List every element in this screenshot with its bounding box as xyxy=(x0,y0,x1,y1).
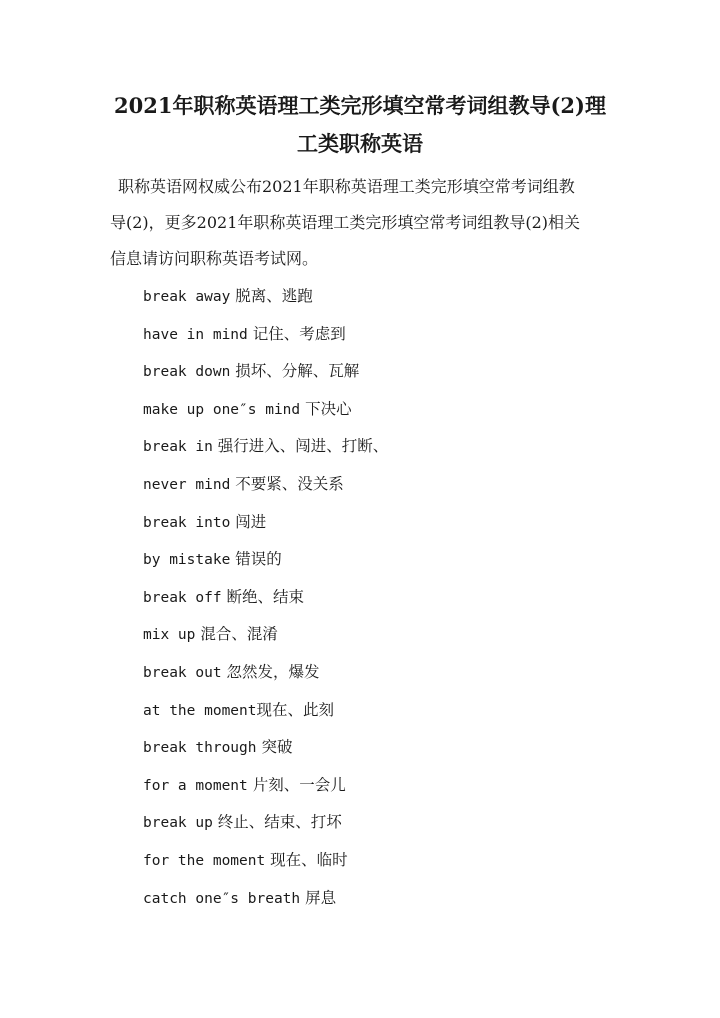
phrase-entry xyxy=(143,357,388,395)
phrase-entry xyxy=(143,846,388,884)
phrase-english: mix up xyxy=(143,627,196,644)
phrase-chinese: 现在、此刻 xyxy=(256,700,335,719)
phrase-entry xyxy=(143,282,388,320)
phrase-entry xyxy=(143,884,388,922)
phrase-chinese: 脱离、逃跑 xyxy=(235,287,313,305)
phrase-english: catch one″s breath xyxy=(143,890,301,907)
intro-line-1: 职称英语网权威公布2021年职称英语理工类完形填空常考词组教 xyxy=(118,177,575,196)
phrase-english: break into xyxy=(143,514,231,531)
phrase-entry xyxy=(143,733,388,771)
phrase-list xyxy=(143,282,388,921)
phrase-entry xyxy=(143,620,388,658)
phrase-entry xyxy=(143,545,388,583)
phrase-english: break through xyxy=(143,740,257,757)
phrase-english: break away xyxy=(143,289,231,305)
phrase-english: at the moment xyxy=(143,702,257,719)
phrase-chinese: 终止、结束、打坏 xyxy=(217,813,342,832)
phrase-english: by mistake xyxy=(143,552,231,569)
phrase-english: make up one″s mind xyxy=(143,401,301,418)
phrase-chinese: 现在、临时 xyxy=(270,850,348,869)
phrase-entry xyxy=(143,320,388,358)
title-line-1: 2021年职称英语理工类完形填空常考词组教导(2)理 xyxy=(114,93,606,118)
phrase-english: break out xyxy=(143,664,222,681)
phrase-entry xyxy=(143,432,388,470)
phrase-english: break down xyxy=(143,364,231,381)
phrase-entry xyxy=(143,583,388,621)
phrase-chinese: 错误的 xyxy=(235,550,282,569)
phrase-chinese: 片刻、一会儿 xyxy=(252,775,346,794)
phrase-chinese: 记住、考虑到 xyxy=(252,324,346,343)
phrase-entry xyxy=(143,470,388,508)
phrase-english: for the moment xyxy=(143,852,266,869)
phrase-entry xyxy=(143,508,388,546)
phrase-english: have in mind xyxy=(143,326,248,343)
phrase-entry xyxy=(143,658,388,696)
phrase-english: break in xyxy=(143,439,213,456)
phrase-chinese: 混合、混淆 xyxy=(200,625,278,644)
phrase-entry xyxy=(143,696,388,734)
title-line-2: 工类职称英语 xyxy=(297,131,423,156)
phrase-chinese: 突破 xyxy=(261,738,293,757)
phrase-chinese: 闯进 xyxy=(235,512,267,531)
phrase-entry xyxy=(143,808,388,846)
phrase-entry xyxy=(143,395,388,433)
phrase-chinese: 断绝、结束 xyxy=(226,587,305,606)
phrase-chinese: 强行进入、闯进、打断、 xyxy=(217,437,389,456)
intro-paragraph xyxy=(110,169,615,277)
phrase-chinese: 下决心 xyxy=(305,399,352,418)
phrase-english: break off xyxy=(143,589,222,606)
intro-line-3: 信息请访问职称英语考试网。 xyxy=(110,249,319,268)
phrase-chinese: 屏息 xyxy=(305,888,337,907)
phrase-english: break up xyxy=(143,815,213,832)
phrase-english: for a moment xyxy=(143,777,248,794)
phrase-chinese: 忽然发，爆发 xyxy=(226,662,320,681)
phrase-chinese: 损坏、分解、瓦解 xyxy=(235,362,360,381)
phrase-english: never mind xyxy=(143,476,231,493)
intro-line-2: 导(2)，更多2021年职称英语理工类完形填空常考词组教导(2)相关 xyxy=(110,213,581,232)
phrase-chinese: 不要紧、没关系 xyxy=(235,474,344,493)
phrase-entry xyxy=(143,771,388,809)
